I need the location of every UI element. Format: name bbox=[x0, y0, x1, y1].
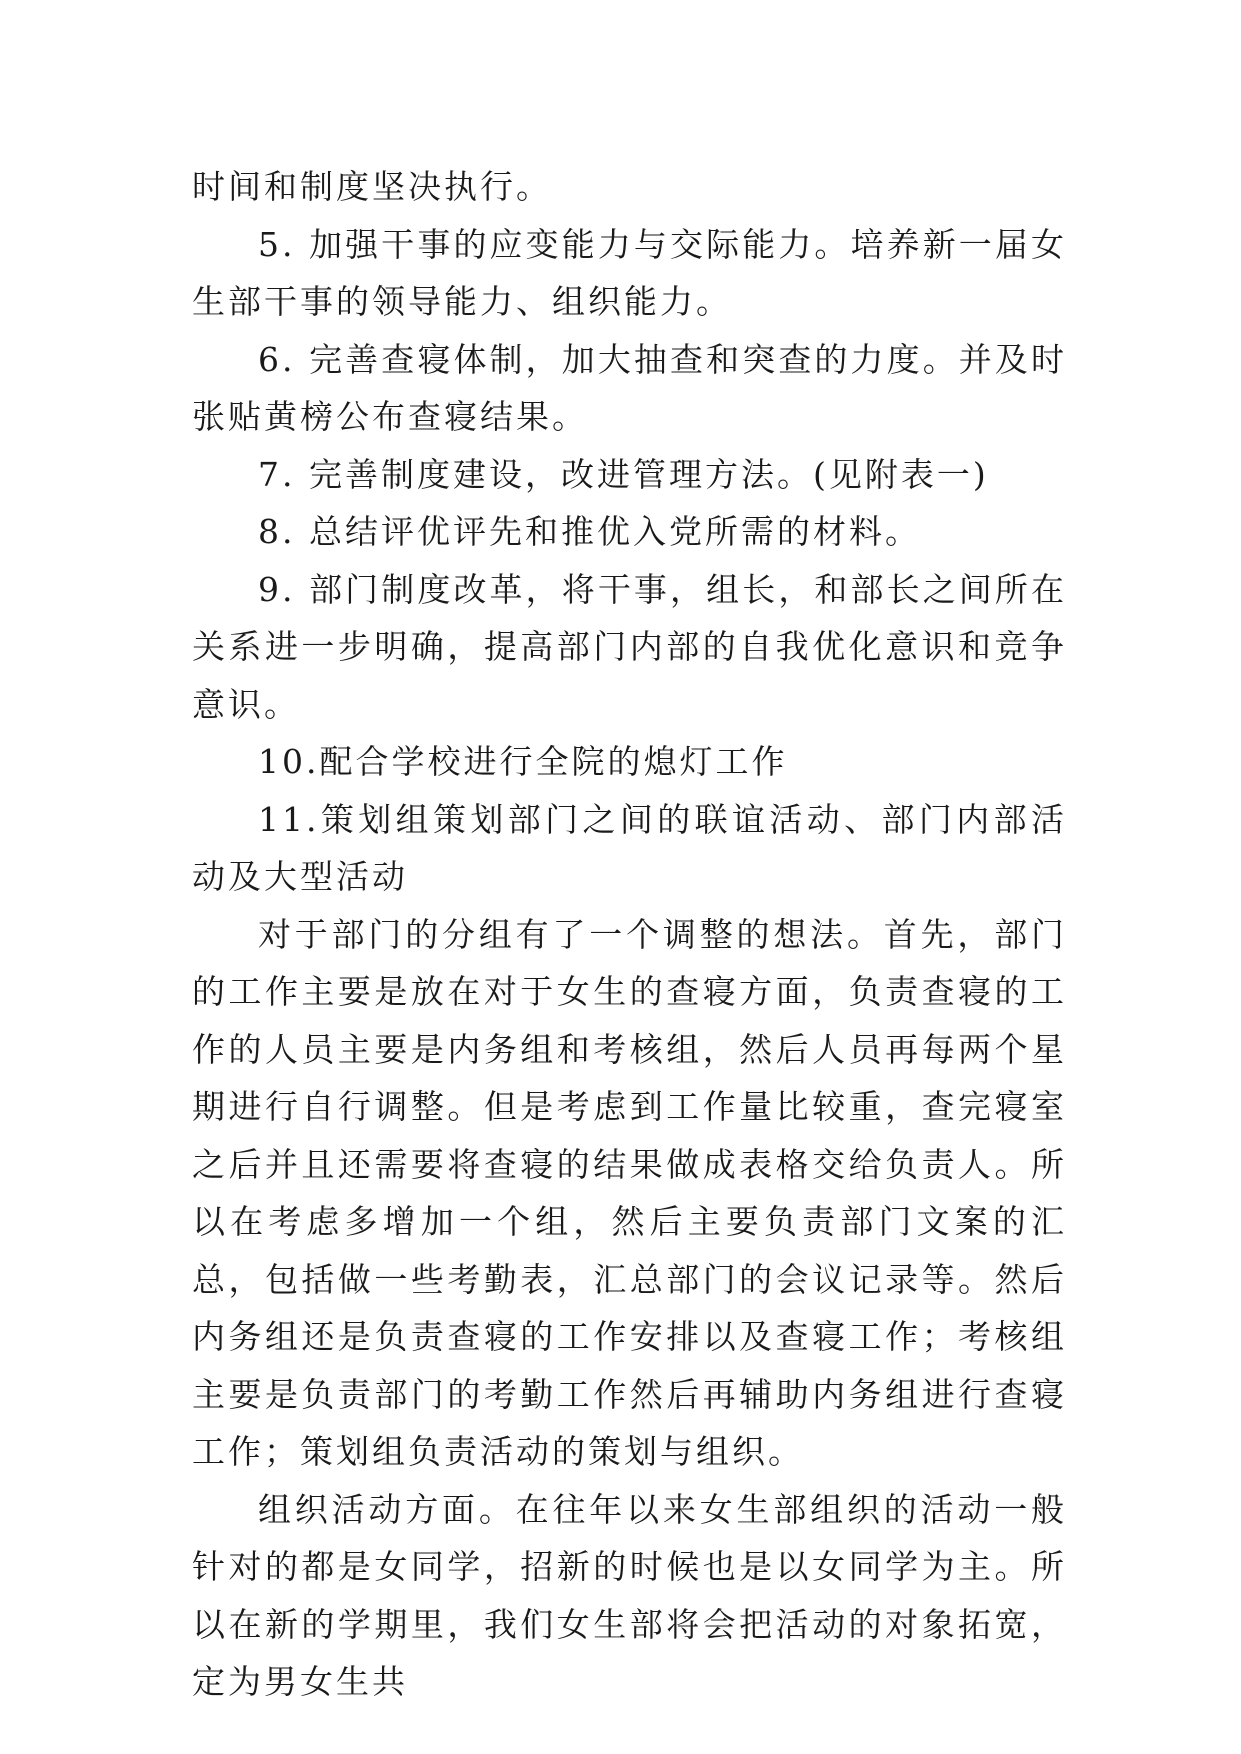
document-body bbox=[192, 158, 1067, 1711]
paragraph-continuation: 时间和制度坚决执行。 bbox=[192, 167, 552, 206]
list-item-6: 6. 完善查寝体制，加大抽查和突查的力度。并及时张贴黄榜公布查寝结果。 bbox=[192, 339, 1067, 436]
paragraph-grouping: 对于部门的分组有了一个调整的想法。首先，部门的工作主要是放在对于女生的查寝方面，负责查寝的工作的人员主要是内务组和考核组，然后人员再每两个星期进行自行调整。但是考虑到工作量比较重，查完寝室之后并且还需要将查寝的结果做成表格交给负责人。所以在考虑多增加一个组，然后主要负责部门文案的汇总，包括做一些考勤表，汇总部门的会议记录等。然后内务组还是负责查寝的工作安排以及查寝工作；考核组主要是负责部门的考勤工作然后再辅助内务组进行查寝工作；策划组负责活动的策划与组织。 bbox=[192, 914, 1067, 1471]
list-item-11: 11.策划组策划部门之间的联谊活动、部门内部活动及大型活动 bbox=[192, 799, 1067, 896]
list-item-10: 10.配合学校进行全院的熄灯工作 bbox=[258, 742, 788, 781]
list-item-7: 7. 完善制度建设，改进管理方法。(见附表一) bbox=[258, 454, 989, 494]
list-item-9: 9. 部门制度改革，将干事，组长，和部长之间所在关系进一步明确，提高部门内部的自我优化意识和竞争意识。 bbox=[192, 569, 1067, 724]
list-item-5: 5. 加强干事的应变能力与交际能力。培养新一届女生部干事的领导能力、组织能力。 bbox=[192, 224, 1067, 321]
list-item-8: 8. 总结评优评先和推优入党所需的材料。 bbox=[258, 512, 921, 551]
paragraph-activities: 组织活动方面。在往年以来女生部组织的活动一般针对的都是女同学，招新的时候也是以女同学为主。所以在新的学期里，我们女生部将会把活动的对象拓宽，定为男女生共 bbox=[192, 1489, 1067, 1701]
